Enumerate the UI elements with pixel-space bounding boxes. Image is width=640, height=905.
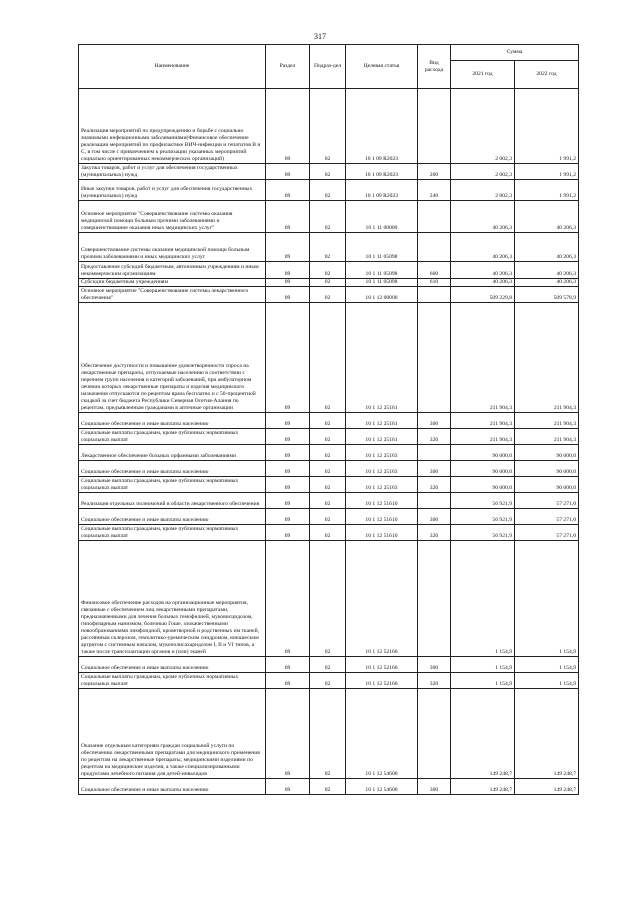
table-row (79, 287, 579, 303)
table-row (79, 89, 579, 164)
row-name: Социальное обеспечение и иные выплаты населению (79, 779, 266, 795)
row-subsection: 02 (310, 279, 346, 287)
row-sum-2022: 149 248,7 (515, 779, 579, 795)
row-sum-2022: 509 578,9 (515, 287, 579, 303)
row-sum-2022: 40 206,3 (515, 279, 579, 287)
row-subsection: 02 (310, 493, 346, 509)
table-row (79, 673, 579, 689)
row-name: Социальное обеспечение и иные выплаты населению (79, 413, 266, 429)
row-type: 300 (418, 461, 451, 477)
row-target: 10 1 11 05098 (346, 262, 418, 279)
row-subsection: 02 (310, 541, 346, 657)
row-target: 10 1 12 54600 (346, 689, 418, 779)
row-name: Основное мероприятие "Совершенствование системы лекарственного обеспечения" (79, 287, 266, 303)
row-sum-2022: 1 991,2 (515, 89, 579, 164)
table-row (79, 461, 579, 477)
row-target: 10 1 12 51610 (346, 525, 418, 541)
row-sum-2021: 40 206,3 (451, 262, 515, 279)
row-type: 300 (418, 413, 451, 429)
table-row (79, 445, 579, 461)
table-row (79, 493, 579, 509)
row-name: Лекарственное обеспечение больных орфанными заболеваниями (79, 445, 266, 461)
row-sum-2021: 90 000,0 (451, 445, 515, 461)
header-type: Вид расхода (418, 45, 451, 89)
header-year-2022: 2022 год (515, 61, 579, 89)
row-subsection: 02 (310, 262, 346, 279)
row-type (418, 493, 451, 509)
row-type (418, 233, 451, 262)
row-type (418, 201, 451, 233)
row-sum-2021: 40 206,3 (451, 279, 515, 287)
row-type (418, 541, 451, 657)
row-sum-2021: 1 154,9 (451, 657, 515, 673)
row-section: 09 (266, 509, 310, 525)
row-sum-2021: 40 206,3 (451, 201, 515, 233)
row-sum-2022: 1 991,2 (515, 180, 579, 201)
row-type (418, 445, 451, 461)
row-sum-2022: 211 904,3 (515, 429, 579, 445)
table-row (79, 279, 579, 287)
row-target: 10 1 12 25161 (346, 429, 418, 445)
table-body (79, 89, 579, 795)
row-sum-2022: 57 271,0 (515, 509, 579, 525)
row-type: 610 (418, 279, 451, 287)
row-name: Реализация мероприятий по предупреждению и борьбе с социально значимыми инфекционными заболеваниями(Финансовое обеспечение реализации мероприятий по профилактике ВИЧ-инфекции и гепатитов В и С, в том числе с привлечением к реализации указанных мероприятий социально ориентированных некоммерческих организаций) (79, 89, 266, 164)
row-section: 09 (266, 689, 310, 779)
header-target: Целевая статья (346, 45, 418, 89)
header-sum: Сумма (451, 45, 579, 61)
row-sum-2021: 40 206,3 (451, 233, 515, 262)
row-type (418, 689, 451, 779)
row-section: 09 (266, 673, 310, 689)
row-subsection: 02 (310, 657, 346, 673)
row-target: 10 1 09 R2023 (346, 164, 418, 180)
row-section: 09 (266, 461, 310, 477)
row-sum-2021: 1 154,9 (451, 673, 515, 689)
row-sum-2022: 40 206,3 (515, 233, 579, 262)
row-target: 10 1 11 05098 (346, 279, 418, 287)
row-sum-2021: 90 000,0 (451, 461, 515, 477)
row-name: Финансовое обеспечение расходов на организационные мероприятия, связанные с обеспечением лиц лекарственными препаратами, предназначенными для лечения больных гемофилией, муковисцидозом, гипофизарным нанизмом, болезнью Гоше, злокачественными новообразованиями лимфоидной, кроветворной и родственных им тканей, рассеянным склерозом, гемолитико-уремическим синдромом, юношеским артритом с системным началом, мукополисахаридозом I, II и VI типов, а также после трансплантации органов и (или) тканей (79, 541, 266, 657)
row-type: 300 (418, 509, 451, 525)
row-sum-2021: 56 921,9 (451, 525, 515, 541)
table-row (79, 413, 579, 429)
budget-table (78, 44, 579, 795)
row-target: 10 1 12 54600 (346, 779, 418, 795)
row-subsection: 02 (310, 509, 346, 525)
row-sum-2022: 1 991,2 (515, 164, 579, 180)
page-number: 317 (314, 32, 326, 41)
row-sum-2022: 90 000,0 (515, 461, 579, 477)
table-row (79, 689, 579, 779)
row-type: 320 (418, 477, 451, 493)
table-row (79, 779, 579, 795)
row-subsection: 02 (310, 673, 346, 689)
row-type: 300 (418, 779, 451, 795)
row-subsection: 02 (310, 287, 346, 303)
row-section: 09 (266, 233, 310, 262)
row-name: Совершенствование системы оказания медицинской помощи больным прочими заболеваниями и иных медицинских услуг (79, 233, 266, 262)
row-name: Субсидии бюджетным учреждениям (79, 279, 266, 287)
row-target: 10 1 09 R2023 (346, 180, 418, 201)
row-name: Социальное обеспечение и иные выплаты населению (79, 461, 266, 477)
table-row (79, 262, 579, 279)
row-subsection: 02 (310, 429, 346, 445)
row-subsection: 02 (310, 303, 346, 413)
row-name: Социальные выплаты гражданам, кроме публичных нормативных социальных выплат (79, 525, 266, 541)
row-type: 200 (418, 164, 451, 180)
row-section: 09 (266, 279, 310, 287)
row-section: 09 (266, 541, 310, 657)
row-sum-2021: 211 904,3 (451, 303, 515, 413)
row-target: 10 1 12 51610 (346, 493, 418, 509)
row-type: 320 (418, 673, 451, 689)
row-sum-2021: 1 154,9 (451, 541, 515, 657)
row-sum-2022: 1 154,9 (515, 657, 579, 673)
row-name: Основное мероприятие "Совершенствование системы оказания медицинской помощи больным прочими заболеваниями и совершенствование оказания иных медицинских услуг" (79, 201, 266, 233)
row-type (418, 287, 451, 303)
row-sum-2021: 56 921,9 (451, 493, 515, 509)
row-section: 09 (266, 413, 310, 429)
row-sum-2022: 211 904,3 (515, 413, 579, 429)
row-sum-2022: 90 000,0 (515, 445, 579, 461)
row-sum-2022: 211 904,3 (515, 303, 579, 413)
table-row (79, 233, 579, 262)
row-sum-2022: 57 271,0 (515, 493, 579, 509)
row-section: 09 (266, 657, 310, 673)
row-sum-2021: 90 000,0 (451, 477, 515, 493)
table-row (79, 303, 579, 413)
row-sum-2022: 90 000,0 (515, 477, 579, 493)
row-section: 09 (266, 89, 310, 164)
row-sum-2022: 149 248,7 (515, 689, 579, 779)
row-type: 320 (418, 429, 451, 445)
row-section: 09 (266, 429, 310, 445)
row-target: 10 1 11 00000 (346, 201, 418, 233)
row-sum-2022: 1 154,9 (515, 673, 579, 689)
row-sum-2021: 149 248,7 (451, 779, 515, 795)
row-section: 09 (266, 262, 310, 279)
row-target: 10 1 12 25161 (346, 413, 418, 429)
row-sum-2021: 2 002,3 (451, 180, 515, 201)
row-target: 10 1 12 52160 (346, 673, 418, 689)
row-section: 09 (266, 493, 310, 509)
row-type (418, 303, 451, 413)
row-section: 09 (266, 525, 310, 541)
row-name: Оказание отдельным категориям граждан социальной услуги по обеспечению лекарственными препаратами для медицинского применения по рецептам на лекарственные препараты, медицинскими изделиями по рецептам на медицинские изделия, а также специализированными продуктами лечебного питания для детей-инвалидов (79, 689, 266, 779)
row-section: 09 (266, 287, 310, 303)
row-name: Обеспечение доступности и повышение удовлетворенности спроса на лекарственные препараты, отпускаемые населению в соответствии с перечнем групп населения и категорий заболеваний, при амбулаторном лечении которых лекарственные препараты и изделия медицинского назначения отпускаются по рецептам врача бесплатно и с 50-процентной скидкой за счет бюджета Республики Северная Осетия-Алания по рецептам, предъявленным гражданами в аптечные организации (79, 303, 266, 413)
table-row (79, 657, 579, 673)
header-subsection: Подраз-дел (310, 45, 346, 89)
row-subsection: 02 (310, 413, 346, 429)
row-subsection: 02 (310, 164, 346, 180)
row-subsection: 02 (310, 445, 346, 461)
row-section: 09 (266, 164, 310, 180)
header-name: Наименование (79, 45, 266, 89)
row-sum-2021: 509 229,8 (451, 287, 515, 303)
row-target: 10 1 12 00000 (346, 287, 418, 303)
header-year-2021: 2021 год (451, 61, 515, 89)
row-target: 10 1 11 05098 (346, 233, 418, 262)
row-subsection: 02 (310, 89, 346, 164)
row-subsection: 02 (310, 477, 346, 493)
row-target: 10 1 12 52160 (346, 657, 418, 673)
row-section: 09 (266, 180, 310, 201)
row-name: Социальное обеспечение и иные выплаты населению (79, 509, 266, 525)
row-sum-2021: 56 921,9 (451, 509, 515, 525)
row-subsection: 02 (310, 525, 346, 541)
row-type: 320 (418, 525, 451, 541)
row-target: 10 1 12 25163 (346, 477, 418, 493)
row-target: 10 1 12 25163 (346, 461, 418, 477)
table-row (79, 164, 579, 180)
row-name: Социальные выплаты гражданам, кроме публичных нормативных социальных выплат (79, 673, 266, 689)
row-target: 10 1 12 25161 (346, 303, 418, 413)
row-subsection: 02 (310, 201, 346, 233)
row-type (418, 89, 451, 164)
row-sum-2022: 1 154,9 (515, 541, 579, 657)
header-section: Раздел (266, 45, 310, 89)
row-sum-2021: 2 002,3 (451, 164, 515, 180)
table-row (79, 180, 579, 201)
row-type: 240 (418, 180, 451, 201)
row-name: Предоставление субсидий бюджетным, автономным учреждениям и иным некоммерческим организациям (79, 262, 266, 279)
row-name: Социальные выплаты гражданам, кроме публичных нормативных социальных выплат (79, 477, 266, 493)
row-target: 10 1 12 51610 (346, 509, 418, 525)
table-row (79, 201, 579, 233)
table-row (79, 429, 579, 445)
table-row (79, 509, 579, 525)
row-target: 10 1 12 52160 (346, 541, 418, 657)
row-section: 09 (266, 477, 310, 493)
row-target: 10 1 12 25163 (346, 445, 418, 461)
row-type: 300 (418, 657, 451, 673)
row-name: Социальное обеспечение и иные выплаты населению (79, 657, 266, 673)
row-subsection: 02 (310, 180, 346, 201)
row-sum-2021: 2 002,3 (451, 89, 515, 164)
row-sum-2021: 211 904,3 (451, 413, 515, 429)
row-target: 10 1 09 R2023 (346, 89, 418, 164)
row-name: Реализация отдельных полномочий в области лекарственного обеспечения (79, 493, 266, 509)
row-section: 09 (266, 201, 310, 233)
row-subsection: 02 (310, 779, 346, 795)
row-subsection: 02 (310, 689, 346, 779)
row-type: 600 (418, 262, 451, 279)
row-sum-2022: 40 206,3 (515, 262, 579, 279)
row-sum-2022: 57 271,0 (515, 525, 579, 541)
row-section: 09 (266, 779, 310, 795)
row-section: 09 (266, 303, 310, 413)
row-subsection: 02 (310, 461, 346, 477)
table-row (79, 477, 579, 493)
row-subsection: 02 (310, 233, 346, 262)
row-section: 09 (266, 445, 310, 461)
row-sum-2021: 149 248,7 (451, 689, 515, 779)
row-sum-2021: 211 904,3 (451, 429, 515, 445)
row-name: Закупка товаров, работ и услуг для обеспечения государственных (муниципальных) нужд (79, 164, 266, 180)
table-row (79, 525, 579, 541)
row-sum-2022: 40 206,3 (515, 201, 579, 233)
table-row (79, 541, 579, 657)
row-name: Иные закупки товаров, работ и услуг для обеспечения государственных (муниципальных) нужд (79, 180, 266, 201)
row-name: Социальные выплаты гражданам, кроме публичных нормативных социальных выплат (79, 429, 266, 445)
